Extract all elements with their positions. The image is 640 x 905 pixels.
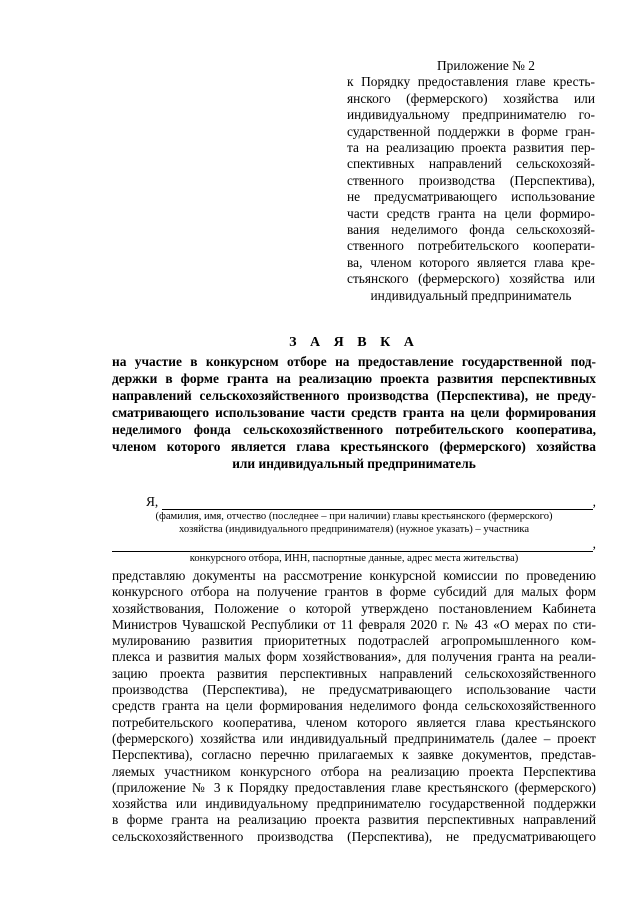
applicant-comma: , (592, 494, 596, 509)
applicant-prefix: Я, (146, 494, 159, 509)
body-line: сельскохозяйственного производства (Перспектива), не предусматривающего (112, 828, 596, 844)
appendix-line: та на реализацию проекта развития пер- (347, 140, 595, 156)
applicant-fill-block (112, 492, 596, 565)
appendix-line: стьянского (фермерского) хозяйства или (347, 271, 595, 287)
appendix-line: вания неделимого фонда сельскохозяй- (347, 222, 595, 238)
appendix-line: индивидуальному предпринимателю го- (347, 107, 595, 123)
body-line: производства (Перспектива), не предусматривающего использование части (112, 682, 596, 698)
appendix-line: ственного производства (Перспектива), (347, 172, 595, 188)
applicant-name-field[interactable] (162, 495, 592, 510)
document-title: З А Я В К А (289, 335, 419, 350)
body-line: (приложение № 3 к Порядку предоставления главе крестьянского (фермерского) (112, 779, 596, 795)
application-heading (112, 334, 596, 472)
appendix-line: ственного потребительского кооперати- (347, 238, 595, 254)
heading-line: неделимого фонда сельскохозяйственного потребительского кооператива, (112, 422, 596, 437)
body-line: ляемых участником конкурсного отбора на реализацию проекта Перспектива (112, 763, 596, 779)
heading-line: держки в форме гранта на реализацию проекта развития перспективных (112, 371, 596, 386)
body-line: мулированию развития приоритетных подотраслей агропромышленного ком- (112, 633, 596, 649)
body-line: средств гранта на цели формирования неделимого фонда сельскохозяйственного (112, 698, 596, 714)
heading-line: на участие в конкурсном отборе на предоставление государственной под- (112, 354, 596, 369)
applicant-hint-3: конкурсного отбора, ИНН, паспортные данные, адрес места жительства) (189, 553, 519, 564)
appendix-line: не предусматривающего использование (347, 189, 595, 205)
body-line: зацию проекта развития перспективных направлений сельскохозяйственного (112, 665, 596, 681)
applicant-details-field[interactable] (112, 539, 593, 552)
appendix-lines (347, 74, 595, 304)
body-line: конкурсного отбора на получение грантов в форме субсидий для малых форм (112, 584, 596, 600)
body-line: (фермерского) хозяйства или индивидуальный предприниматель (далее – проект (112, 730, 596, 746)
appendix-block (347, 58, 595, 304)
heading-line: или индивидуальный предприниматель (232, 456, 476, 471)
heading-line: сматривающего использование части средств гранта на цели формирования (112, 405, 596, 420)
appendix-line: янского (фермерского) хозяйства или (347, 90, 595, 106)
body-line: потребительского кооператива, членом которого является глава крестьянского (112, 714, 596, 730)
body-line: плекса и развития малых форм хозяйствования», для получения гранта на реали- (112, 649, 596, 665)
body-line: Перспектива), согласно перечню прилагаемых к заявке документов, представ- (112, 747, 596, 763)
appendix-line: спективных направлений сельскохозяй- (347, 156, 595, 172)
applicant-hint-1: (фамилия, имя, отчество (последнее – при наличии) главы крестьянского (фермерского) (155, 511, 553, 522)
body-line: хозяйства или индивидуальному предпринимателю государственной поддержки (112, 796, 596, 812)
body-line: представляю документы на рассмотрение конкурсной комиссии по проведению (112, 568, 596, 583)
appendix-line: индивидуальный предприниматель (370, 287, 572, 303)
appendix-line: сударственной поддержки в форме гран- (347, 123, 595, 139)
appendix-line: части средств гранта на цели формиро- (347, 205, 595, 221)
appendix-line: к Порядку предоставления главе кресть- (347, 74, 595, 90)
body-line: в форме гранта на реализацию проекта развития перспективных направлений (112, 812, 596, 828)
heading-line: членом которого является глава крестьянского (фермерского) хозяйства (112, 439, 596, 454)
appendix-line: ва, членом которого является глава кре- (347, 254, 595, 270)
heading-line: направлений сельскохозяйственного производства (Перспектива), не преду- (112, 388, 596, 403)
appendix-title: Приложение № 2 (436, 58, 535, 73)
applicant-hint-2: хозяйства (индивидуального предпринимателя) (нужное указать) – участника (178, 524, 530, 535)
applicant-name-row (112, 492, 596, 510)
application-body (112, 568, 596, 845)
body-line: Министров Чувашской Республики от 11 февраля 2020 г. № 43 «О мерах по сти- (112, 616, 596, 632)
applicant-details-row (112, 536, 596, 552)
applicant-comma: , (592, 536, 596, 551)
body-line: хозяйствования, Положение о которой утверждено постановлением Кабинета (112, 600, 596, 616)
